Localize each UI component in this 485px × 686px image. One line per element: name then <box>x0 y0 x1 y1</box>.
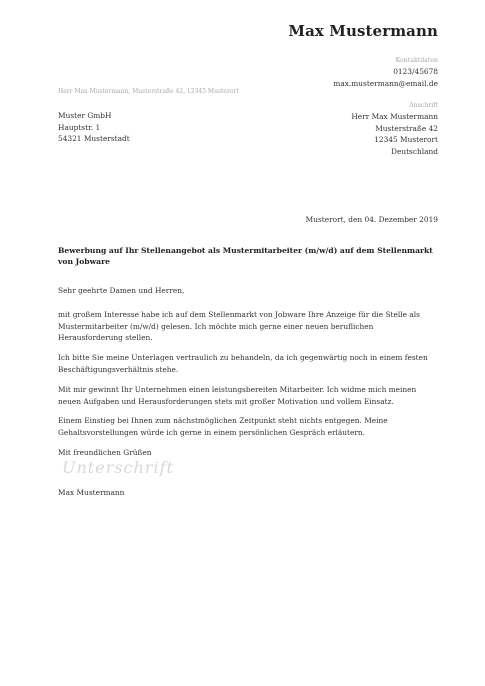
letter-body <box>58 285 438 467</box>
paragraph-3: Mit mir gewinnt Ihr Unternehmen einen leistungsbereiten Mitarbeiter. Ich widme mich meinen neuen Aufgaben und Herausforderungen stets mit großer Motivation und vollem Einsatz. <box>58 384 417 406</box>
paragraph-2: Ich bitte Sie meine Unterlagen vertraulich zu behandeln, da ich gegenwärtig noch in einem festen Beschäftigungsverhältnis stehe. <box>58 353 428 374</box>
anschrift-country: Deutschland <box>391 146 438 156</box>
recipient-street: Hauptstr. 1 <box>58 122 101 132</box>
signed-name: Max Mustermann <box>58 488 125 497</box>
recipient-city: 54321 Musterstadt <box>58 134 130 144</box>
anschrift-caption: Anschrift <box>409 102 438 109</box>
recipient-address <box>58 110 130 145</box>
closing: Mit freundlichen Grüßen <box>58 447 152 457</box>
salutation: Sehr geehrte Damen und Herren, <box>58 286 185 295</box>
contact-phone: 0123/45678 <box>393 67 438 76</box>
anschrift-street: Musterstraße 42 <box>375 123 438 133</box>
letter-date: Musterort, den 04. Dezember 2019 <box>305 215 438 224</box>
sender-return-line: Herr Max Mustermann, Musterstraße 42, 12345 Musterort <box>58 88 239 95</box>
paragraph-1: mit großem Interesse habe ich auf dem Stellenmarkt von Jobware Ihre Anzeige für die Stelle als Mustermitarbeiter (m/w/d) gelesen. Ich möchte mich gerne einer neuen beruflichen Herausforderung stellen. <box>58 309 420 343</box>
sender-name-heading: Max Mustermann <box>288 22 438 40</box>
letter-subject: Bewerbung auf Ihr Stellenangebot als Mustermitarbeiter (m/w/d) auf dem Stellenmarkt von Jobware <box>58 246 433 267</box>
signature-placeholder: Unterschrift <box>62 458 174 477</box>
anschrift-name: Herr Max Mustermann <box>351 112 438 121</box>
recipient-company: Muster GmbH <box>58 111 112 120</box>
anschrift-block <box>351 101 438 157</box>
paragraph-4: Einem Einstieg bei Ihnen zum nächstmöglichen Zeitpunkt steht nichts entgegen. Meine Gehaltsvorstellungen würde ich gerne in einem persönlichen Gespräch erläutern. <box>58 416 388 438</box>
contact-block <box>333 56 438 89</box>
anschrift-city: 12345 Musterort <box>374 135 438 145</box>
contact-caption: Kontaktdaten <box>395 57 438 64</box>
contact-email: max.mustermann@email.de <box>333 78 438 88</box>
